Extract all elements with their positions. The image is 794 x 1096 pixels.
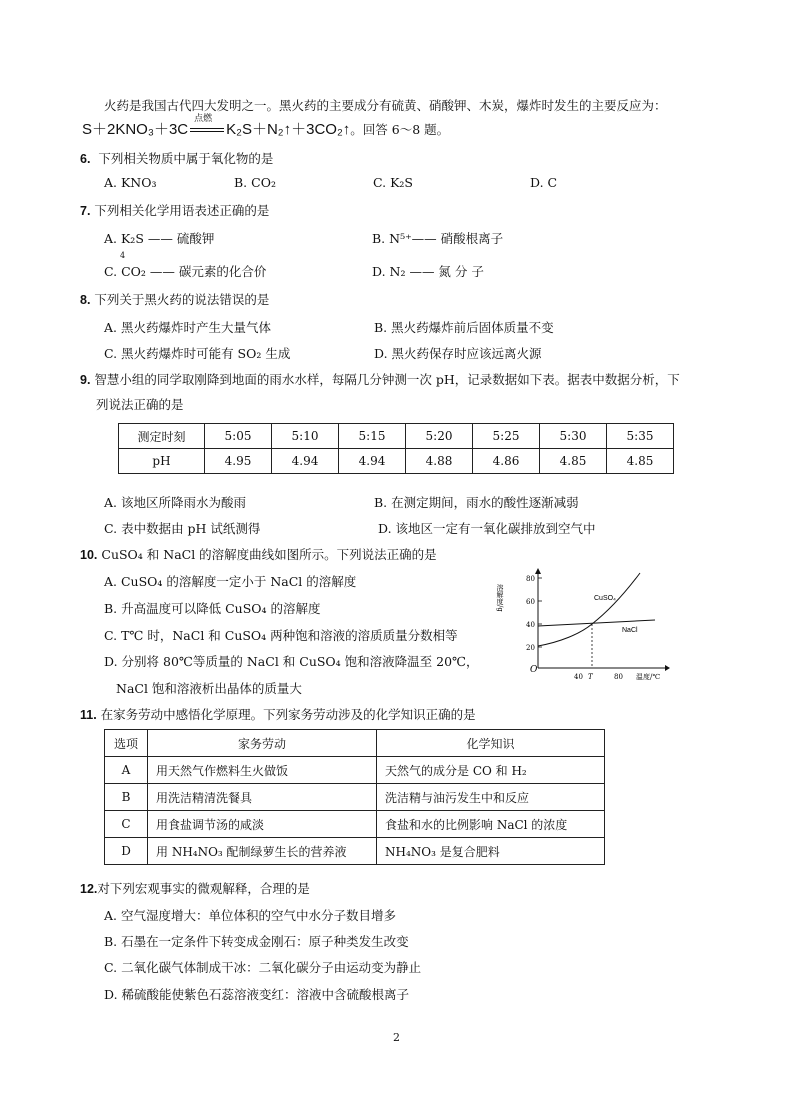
table-header: pH <box>119 449 205 474</box>
q9-option-d[interactable]: D. 该地区一定有一氧化碳排放到空气中 <box>378 521 596 536</box>
question-7 <box>80 201 269 219</box>
q10-option-c[interactable]: C. T℃ 时，NaCl 和 CuSO₄ 两种饱和溶液的溶质质量分数相等 <box>104 628 458 643</box>
time-cell: 5:10 <box>272 424 339 449</box>
housework-table <box>104 729 605 865</box>
q9-option-b[interactable]: B. 在测定期间，雨水的酸性逐渐减弱 <box>374 495 579 510</box>
ph-cell: 4.86 <box>473 449 540 474</box>
question-number: 8. <box>80 293 91 307</box>
question-stem: 下列相关物质中属于氧化物的是 <box>98 151 274 166</box>
option-cell[interactable]: A <box>105 757 148 784</box>
table-header: 家务劳动 <box>148 730 377 757</box>
knowledge-cell: 天然气的成分是 CO 和 H₂ <box>377 757 605 784</box>
question-number: 7. <box>80 204 91 218</box>
q8-option-d[interactable]: D. 黑火药保存时应该远离火源 <box>374 346 542 361</box>
y-axis-label: 溶解度/g <box>496 584 504 612</box>
equation-tail: 。回答 6～8 题。 <box>350 122 450 137</box>
q10-option-d-cont: NaCl 饱和溶液析出晶体的质量大 <box>116 681 302 696</box>
table-row <box>105 757 605 784</box>
q12-option-a[interactable]: A. 空气湿度增大：单位体积的空气中水分子数目增多 <box>104 908 396 923</box>
q7-c-valence: 4 <box>120 251 126 260</box>
ph-cell: 4.94 <box>339 449 406 474</box>
option-cell[interactable]: B <box>105 784 148 811</box>
question-8 <box>80 290 269 308</box>
option-cell[interactable]: D <box>105 838 148 865</box>
equation-right: K₂S＋N₂↑＋3CO₂↑ <box>226 121 351 138</box>
knowledge-cell: 食盐和水的比例影响 NaCl 的浓度 <box>377 811 605 838</box>
q7-option-d[interactable]: D. N₂ —— 氮 分 子 <box>372 264 484 279</box>
solubility-chart <box>496 568 670 681</box>
q7-option-b[interactable]: B. N⁵⁺—— 硝酸根离子 <box>372 231 504 246</box>
reaction-equation <box>82 113 450 139</box>
q10-option-d[interactable]: D. 分别将 80℃等质量的 NaCl 和 CuSO₄ 饱和溶液降温至 20℃， <box>104 654 479 669</box>
ph-cell: 4.85 <box>607 449 674 474</box>
question-11 <box>80 705 476 723</box>
time-cell: 5:05 <box>205 424 272 449</box>
intro-text: 火药是我国古代四大发明之一。黑火药的主要成分有硫黄、硝酸钾、木炭，爆炸时发生的主要反应为： <box>104 98 667 113</box>
q12-option-c[interactable]: C. 二氧化碳气体制成干冰：二氧化碳分子由运动变为静止 <box>104 960 422 975</box>
y-tick-40: 40 <box>526 621 535 629</box>
q6-option-d[interactable]: D. C <box>530 175 558 190</box>
question-9 <box>80 370 680 388</box>
time-cell: 5:35 <box>607 424 674 449</box>
chore-cell: 用洗洁精清洗餐具 <box>148 784 377 811</box>
ph-cell: 4.95 <box>205 449 272 474</box>
y-axis-arrow <box>535 568 541 574</box>
question-number: 12. <box>80 882 98 896</box>
chore-cell: 用食盐调节汤的咸淡 <box>148 811 377 838</box>
y-tick-80: 80 <box>526 575 535 583</box>
equation-left: S＋2KNO₃＋3C <box>82 121 189 138</box>
question-stem: 在家务劳动中感悟化学原理。下列家务劳动涉及的化学知识正确的是 <box>100 707 476 722</box>
q7-option-a[interactable]: A. K₂S —— 硫酸钾 <box>104 231 215 246</box>
ph-table <box>118 423 674 474</box>
q8-option-c[interactable]: C. 黑火药爆炸时可能有 SO₂ 生成 <box>104 346 291 361</box>
table-row <box>119 449 674 474</box>
x-tick-80: 80 <box>614 673 623 681</box>
nacl-label: NaCl <box>622 627 638 634</box>
q9-option-a[interactable]: A. 该地区所降雨水为酸雨 <box>104 495 246 510</box>
page-number: 2 <box>393 1031 400 1044</box>
q6-option-c[interactable]: C. K₂S <box>373 175 413 190</box>
time-cell: 5:20 <box>406 424 473 449</box>
q6-option-b[interactable]: B. CO₂ <box>234 175 276 190</box>
knowledge-cell: NH₄NO₃ 是复合肥料 <box>377 838 605 865</box>
question-6 <box>80 149 273 167</box>
q10-option-b[interactable]: B. 升高温度可以降低 CuSO₄ 的溶解度 <box>104 601 321 616</box>
q7-option-c[interactable]: C. CO₂ —— 碳元素的化合价 <box>104 264 267 279</box>
question-number: 9. <box>80 373 91 387</box>
question-stem: 下列相关化学用语表述正确的是 <box>94 203 270 218</box>
ph-cell: 4.85 <box>540 449 607 474</box>
origin-label: O <box>530 665 538 675</box>
y-tick-60: 60 <box>526 598 535 606</box>
table-header: 化学知识 <box>377 730 605 757</box>
option-cell[interactable]: C <box>105 811 148 838</box>
chore-cell: 用 NH₄NO₃ 配制绿萝生长的营养液 <box>148 838 377 865</box>
table-row <box>105 811 605 838</box>
q6-option-a[interactable]: A. KNO₃ <box>104 175 157 190</box>
question-stem: 下列关于黑火药的说法错误的是 <box>94 292 270 307</box>
table-header: 选项 <box>105 730 148 757</box>
table-header: 测定时刻 <box>119 424 205 449</box>
q8-option-a[interactable]: A. 黑火药爆炸时产生大量气体 <box>104 320 271 335</box>
knowledge-cell: 洗洁精与油污发生中和反应 <box>377 784 605 811</box>
equation-arrow <box>188 113 226 138</box>
chore-cell: 用天然气作燃料生火做饭 <box>148 757 377 784</box>
time-cell: 5:15 <box>339 424 406 449</box>
question-10 <box>80 545 437 563</box>
ph-cell: 4.94 <box>272 449 339 474</box>
time-cell: 5:30 <box>540 424 607 449</box>
question-9-stem-cont: 列说法正确的是 <box>96 397 184 412</box>
cuso4-label: CuSO₄ <box>594 595 616 602</box>
table-row <box>105 784 605 811</box>
q9-option-c[interactable]: C. 表中数据由 pH 试纸测得 <box>104 521 261 536</box>
question-number: 11. <box>80 708 97 722</box>
question-number: 6. <box>80 152 91 166</box>
y-tick-20: 20 <box>526 644 535 652</box>
question-stem: 智慧小组的同学取刚降到地面的雨水水样，每隔几分钟测一次 pH，记录数据如下表。据表中数据分析，下 <box>94 372 680 387</box>
q12-option-b[interactable]: B. 石墨在一定条件下转变成金刚石：原子种类发生改变 <box>104 934 409 949</box>
table-row <box>105 730 605 757</box>
x-axis-arrow <box>665 665 670 671</box>
q12-option-d[interactable]: D. 稀硫酸能使紫色石蕊溶液变红：溶液中含硫酸根离子 <box>104 987 410 1002</box>
x-tick-t: T <box>588 673 593 681</box>
q10-option-a[interactable]: A. CuSO₄ 的溶解度一定小于 NaCl 的溶解度 <box>104 574 357 589</box>
cuso4-curve <box>538 573 640 646</box>
question-number: 10. <box>80 548 98 562</box>
x-axis-label: 温度/℃ <box>636 673 661 681</box>
q8-option-b[interactable]: B. 黑火药爆炸前后固体质量不变 <box>374 320 554 335</box>
equation-condition: 点燃 <box>194 113 213 123</box>
time-cell: 5:25 <box>473 424 540 449</box>
table-row <box>119 424 674 449</box>
question-12 <box>80 879 310 897</box>
ph-cell: 4.88 <box>406 449 473 474</box>
question-stem: 对下列宏观事实的微观解释，合理的是 <box>97 881 310 896</box>
table-row <box>105 838 605 865</box>
x-tick-40: 40 <box>574 673 583 681</box>
question-stem: CuSO₄ 和 NaCl 的溶解度曲线如图所示。下列说法正确的是 <box>101 547 437 562</box>
